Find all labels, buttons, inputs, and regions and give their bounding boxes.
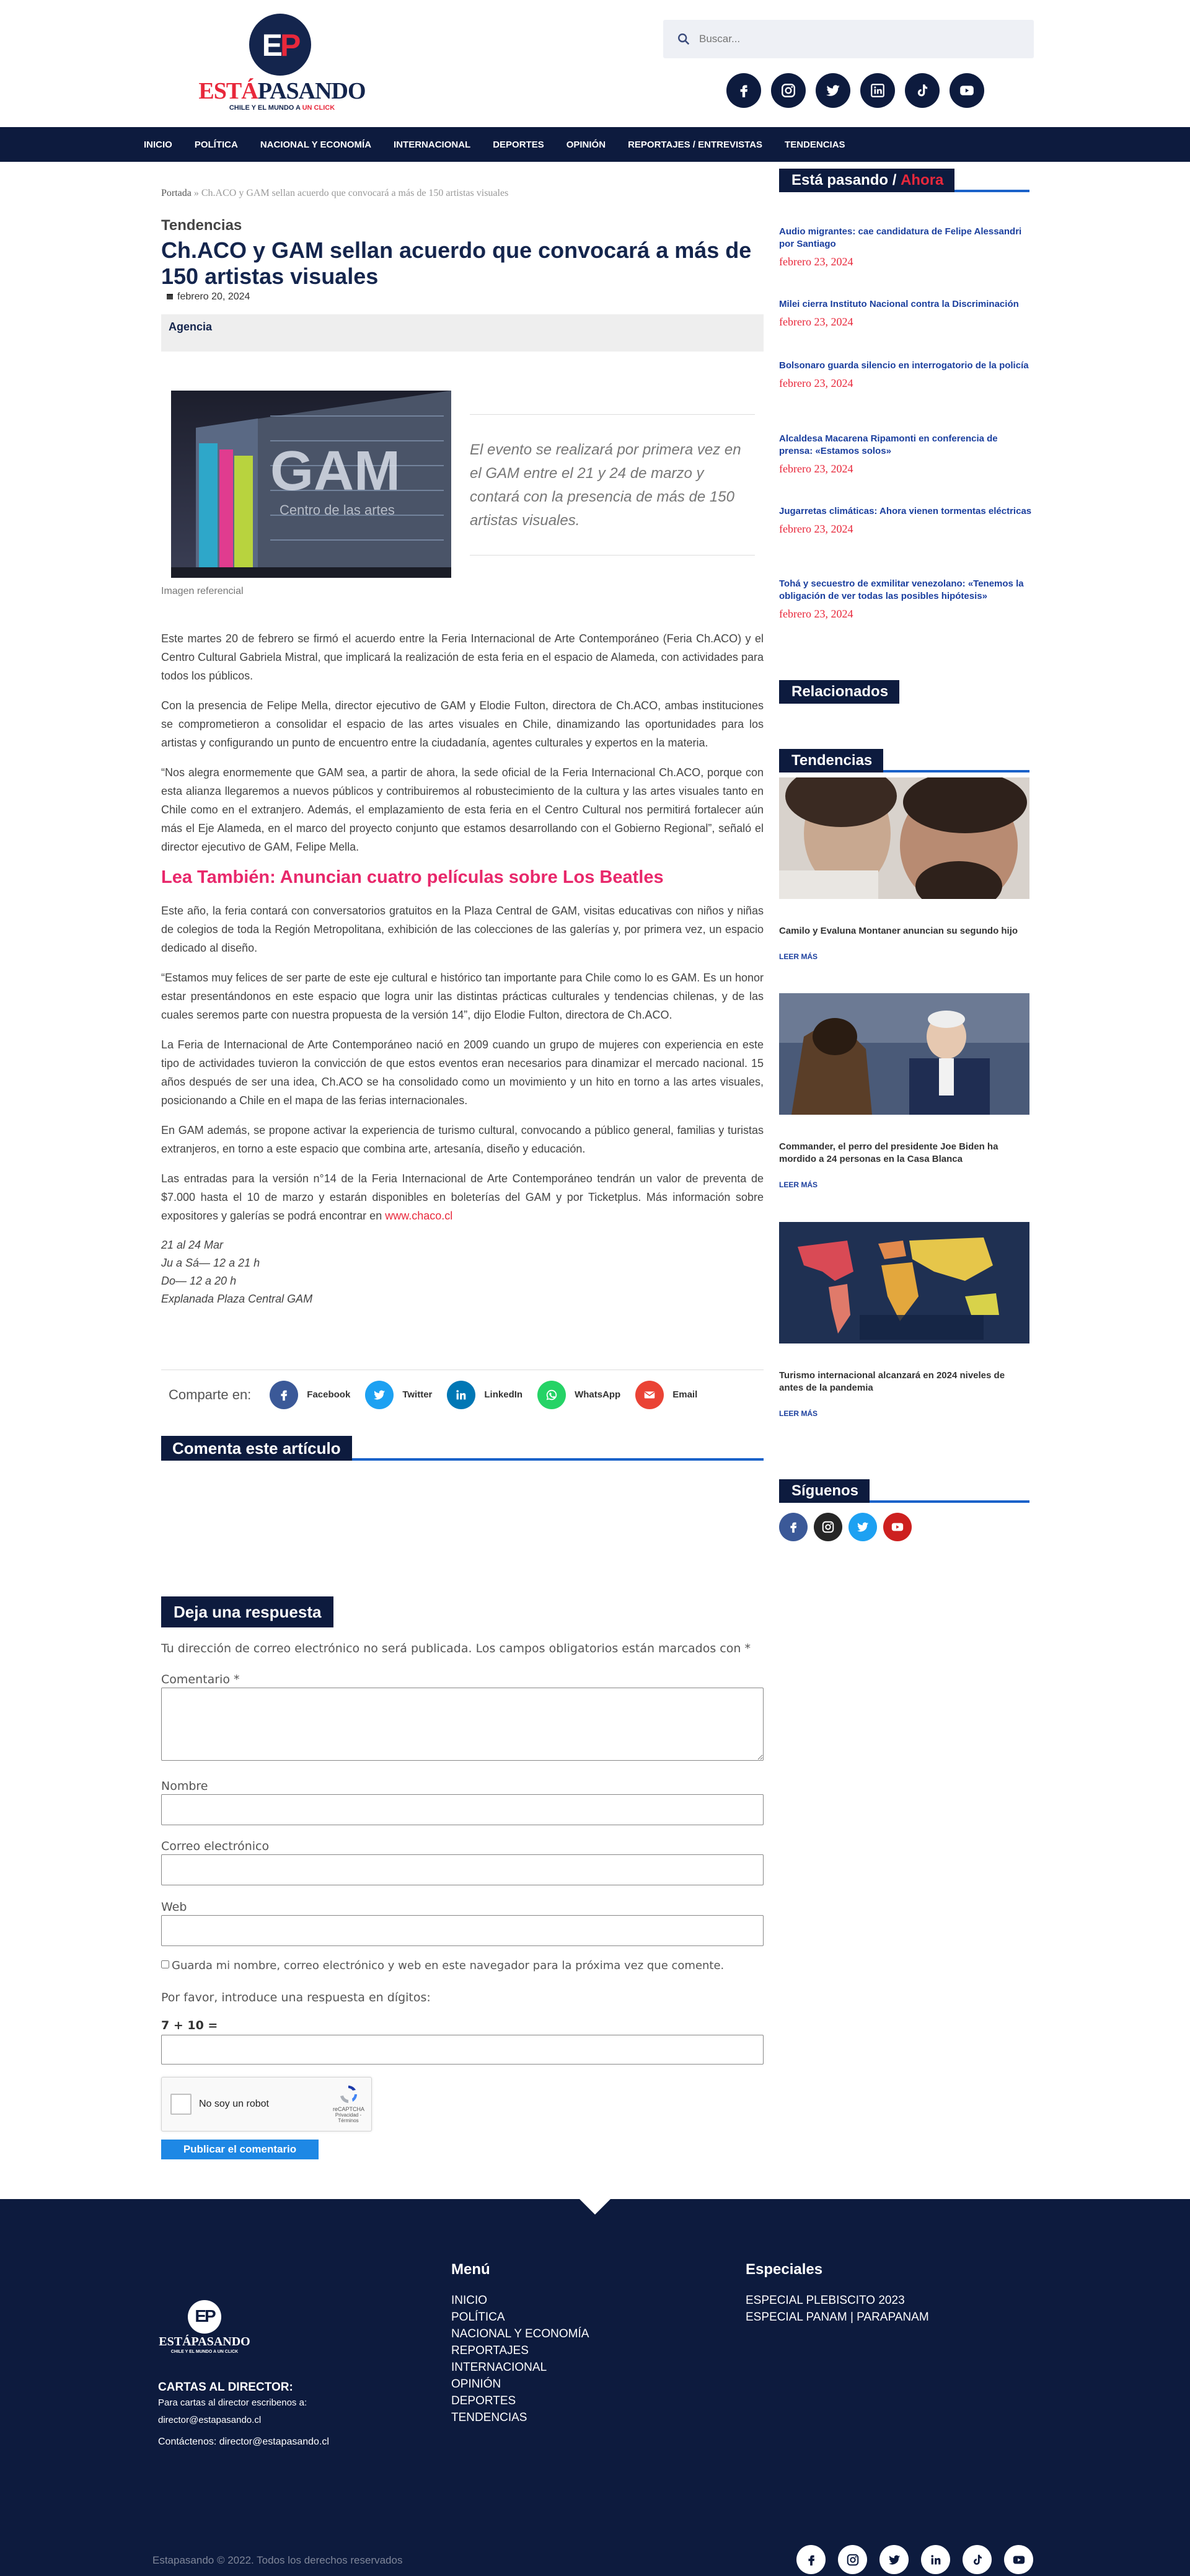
footer-menu-item[interactable]: POLÍTICA [451,2311,505,2324]
nav-item-inicio[interactable]: INICIO [144,139,172,150]
save-info-checkbox[interactable] [161,1960,169,1968]
share-label: Comparte en: [169,1386,252,1402]
submit-comment-button[interactable]: Publicar el comentario [161,2140,319,2159]
email-field[interactable] [161,1854,764,1885]
header-social-links [726,73,984,108]
image-caption: Imagen referencial [161,586,244,596]
footer-logo-word: ESTÁPASANDO [159,2335,250,2348]
calendar-icon [166,293,174,300]
trend-image[interactable] [779,993,1029,1115]
email-icon [635,1381,664,1409]
footer-menu-item[interactable]: INICIO [451,2294,488,2307]
follow-widget-header [779,1479,1029,1503]
logo-monogram: EP [262,28,299,63]
svg-text:GAM: GAM [270,440,400,502]
footer-menu-item[interactable]: OPINIÓN [451,2378,501,2391]
footer-specials [746,2292,929,2326]
trend-title[interactable]: Camilo y Evaluna Montaner anuncian su segundo hijo [779,926,1018,936]
footer-logo-tagline: CHILE Y EL MUNDO A UN CLICK [170,2350,239,2354]
article-title: Ch.ACO y GAM sellan acuerdo que convocará a más de 150 artistas visuales [161,237,752,289]
twitter-icon[interactable] [816,73,850,108]
now-widget-header [779,169,1029,192]
save-info-label: Guarda mi nombre, correo electrónico y web en este navegador para la próxima vez que comente. [172,1959,725,1972]
nav-item-deportes[interactable]: DEPORTES [493,139,544,150]
share-bar [161,1370,764,1419]
comments-section-header [161,1436,764,1461]
footer-menu-title: Menú [451,2261,490,2278]
footer-special-item[interactable]: ESPECIAL PLEBISCITO 2023 [746,2294,905,2307]
logo-tagline: CHILE Y EL MUNDO A UN CLICK [229,104,335,112]
search-bar[interactable] [663,20,1034,58]
trend-image[interactable] [779,1222,1029,1343]
footer-menu-item[interactable]: INTERNACIONAL [451,2361,547,2374]
trend-title[interactable]: Turismo internacional alcanzará en 2024 niveles de antes de la pandemia [779,1370,1005,1393]
footer-menu [451,2292,589,2426]
breadcrumb-current: Ch.ACO y GAM sellan acuerdo que convocará a más de 150 artistas visuales [201,188,509,198]
nav-item-nacional-economia[interactable]: NACIONAL Y ECONOMÍA [260,139,372,150]
article-paragraph: Las entradas para la versión n°14 de la Feria Internacional de Arte Contemporáneo tendrán un valor de preventa de $7.000 hasta el 10 de marzo y estarán disponibles en boleterías del GAM y por Ticketplus. Más información sobre expositores y galerías se podrá encontrar en www.chaco.cl [161,1172,764,1222]
comments-heading: Comenta este artículo [161,1436,352,1461]
footer-contact[interactable]: Contáctenos: director@estapasando.cl [158,2437,329,2447]
footer-menu-item[interactable]: TENDENCIAS [451,2411,527,2424]
read-more-link[interactable]: LEER MÁS [779,1180,818,1189]
letters-to-director: CARTAS AL DIRECTOR: Para cartas al director escribenos a: director@estapasando.cl [158,2381,307,2429]
author-box [161,314,764,352]
nav-item-internacional[interactable]: INTERNACIONAL [394,139,471,150]
math-prompt: Por favor, introduce una respuesta en dígitos: [161,1991,431,2004]
footer-menu-item[interactable]: DEPORTES [451,2394,516,2407]
twitter-icon [365,1381,394,1409]
footer-specials-title: Especiales [746,2261,823,2278]
linkedin-icon [447,1381,475,1409]
pull-quote: El evento se realizará por primera vez en el GAM entre el 21 y 24 de marzo y contará con la presencia de más de 150 artistas visuales. [470,414,755,555]
article-image [171,391,451,578]
site-header [0,0,1190,127]
article-date: febrero 20, 2024 [166,291,250,303]
news-item[interactable]: Milei cierra Instituto Nacional contra la Discriminación febrero 23, 2024 [779,299,1019,328]
twitter-icon[interactable] [879,2545,909,2574]
sidebar-social-links [779,1513,912,1541]
youtube-icon[interactable] [950,73,984,108]
breadcrumb [161,188,508,199]
instagram-icon[interactable] [838,2545,867,2574]
search-input[interactable] [699,29,1021,50]
logo-wordmark: ESTÁPASANDO [198,78,366,104]
article-category[interactable]: Tendencias [161,217,242,234]
footer-menu-item[interactable]: REPORTAJES [451,2344,529,2357]
related-widget-header [779,680,1029,704]
article-paragraph: La Feria de Internacional de Arte Contemporáneo nació en 2009 cuando un grupo de mujeres con experiencia en este tipo de actividades tuvieron la convicción de que estos eventos eran necesarios para dinamizar el mercado nacional. 15 años después de ser una idea, Ch.ACO se ha consolidado como un movimiento y un hito en torno a las artes visuales, posicionando a Chile en el mapa de las ferias internacionales. [161,1038,764,1107]
svg-text:Centro de las artes: Centro de las artes [280,502,395,518]
related-article-link[interactable]: Lea También: Anuncian cuatro películas sobre Los Beatles [161,867,664,887]
facebook-icon [270,1381,298,1409]
share-facebook-button[interactable]: Facebook [270,1381,350,1409]
nav-item-opinion[interactable]: OPINIÓN [566,139,606,150]
instagram-icon[interactable] [771,73,806,108]
follow-widget-title: Síguenos [779,1479,870,1503]
nav-item-politica[interactable]: POLÍTICA [194,139,238,150]
web-label: Web [161,1900,187,1914]
article-paragraph: Este martes 20 de febrero se firmó el acuerdo entre la Feria Internacional de Arte Contemporáneo (Feria Ch.ACO) y el Centro Cultural Gabriela Mistral, que implicará la realización de esta feria en el espacio de Alameda, con actividades para todos los públicos. [161,632,764,682]
instagram-icon[interactable] [814,1513,842,1541]
trend-card [779,777,1029,961]
recaptcha-widget [161,2077,372,2131]
breadcrumb-home[interactable]: Portada [161,188,192,198]
linkedin-icon[interactable] [860,73,895,108]
search-icon[interactable] [677,32,690,46]
recaptcha-logo: reCAPTCHA Privacidad - Términos [333,2084,364,2123]
news-item[interactable]: Bolsonaro guarda silencio en interrogatorio de la policía febrero 23, 2024 [779,360,1029,389]
chaco-link[interactable]: www.chaco.cl [385,1210,453,1222]
website-field[interactable] [161,1915,764,1946]
main-nav [0,127,1190,162]
footer-special-item[interactable]: ESPECIAL PANAM | PARAPANAM [746,2311,929,2324]
comment-textarea[interactable] [161,1688,764,1761]
site-logo[interactable] [198,14,366,116]
trends-widget-header [779,749,1029,772]
comment-label: Comentario * [161,1673,240,1686]
nav-item-tendencias[interactable]: TENDENCIAS [785,139,845,150]
facebook-icon[interactable] [796,2545,826,2574]
director-email-link[interactable]: director@estapasando.cl [158,2415,262,2425]
article-paragraph: “Nos alegra enormemente que GAM sea, a partir de ahora, la sede oficial de la Feria Internacional Ch.ACO, porque con esta alianza llegaremos a nuevos públicos y contribuiremos al robustecimiento de la cultura y las artes visuales tanto en Chile como en el extranjero. Además, el emplazamiento de esta feria en el Centro Cultural nos permitirá fortalecer aún más el Eje Alameda, en el marco del proyecto conjunto que estamos desarrollando con el Gobierno Regional”, señaló el director ejecutivo de GAM, Felipe Mella. [161,766,764,853]
facebook-icon[interactable] [726,73,761,108]
recaptcha-icon [338,2084,359,2105]
footer-menu-item[interactable]: NACIONAL Y ECONOMÍA [451,2327,589,2340]
name-label: Nombre [161,1779,208,1793]
name-field[interactable] [161,1794,764,1825]
trend-title[interactable]: Commander, el perro del presidente Joe Biden ha mordido a 24 personas en la Casa Blanca [779,1141,998,1164]
trend-image[interactable] [779,777,1029,899]
news-item[interactable]: Audio migrantes: cae candidatura de Felipe Alessandri por Santiago febrero 23, 2024 [779,226,1022,268]
share-twitter-button[interactable]: Twitter [365,1381,432,1409]
footer-logo-monogram: EP [195,2306,214,2326]
news-item[interactable]: Tohá y secuestro de exmilitar venezolano: «Tenemos la obligación de ver todas las posibles hipótesis» febrero 23, 2024 [779,578,1024,620]
copyright: Estapasando © 2022. Todos los derechos reservados [152,2554,403,2566]
footer-logo[interactable] [158,2300,251,2354]
read-more-link[interactable]: LEER MÁS [779,952,818,961]
recaptcha-checkbox[interactable] [170,2094,192,2115]
math-answer-field[interactable] [161,2035,764,2065]
youtube-icon[interactable] [1004,2545,1033,2574]
news-item[interactable]: Jugarretas climáticas: Ahora vienen tormentas eléctricas febrero 23, 2024 [779,506,1032,535]
math-question: 7 + 10 = [161,2019,218,2032]
email-label: Correo electrónico [161,1839,270,1853]
article-paragraph: Este año, la feria contará con conversatorios gratuitos en la Plaza Central de GAM, visitas educativas con niños y niñas de colegios de toda la Región Metropolitana, exhibición de las colecciones de las galerías y, por primera vez, un espacio dedicado al diseño. [161,905,764,954]
facebook-icon[interactable] [779,1513,808,1541]
footer-notch [580,2199,610,2215]
share-linkedin-button[interactable]: LinkedIn [447,1381,522,1409]
share-email-button[interactable]: Email [635,1381,697,1409]
now-widget-title: Está pasando / Ahora [779,169,954,192]
read-more-link[interactable]: LEER MÁS [779,1409,818,1418]
trend-card [779,1222,1029,1418]
recaptcha-label: No soy un robot [199,2099,269,2109]
tiktok-icon[interactable] [905,73,940,108]
save-info-row [161,1959,724,1972]
trend-card [779,993,1029,1189]
whatsapp-icon [537,1381,566,1409]
news-item[interactable]: Alcaldesa Macarena Ripamonti en conferencia de prensa: «Estamos solos» febrero 23, 2024 [779,433,998,475]
event-schedule: 21 al 24 Mar Ju a Sá— 12 a 21 h Do— 12 a 20 h Explanada Plaza Central GAM [161,1239,313,1305]
trends-widget-title: Tendencias [779,749,883,772]
author-name[interactable]: Agencia [169,321,213,333]
footer-social-links [796,2545,1033,2574]
article-body [161,629,764,1308]
youtube-icon[interactable] [883,1513,912,1541]
article-paragraph: En GAM además, se propone activar la experiencia de turismo cultural, convocando a público general, familias y turistas extranjeros, en torno a este espacio que combina arte, artesanía, diseño y educación. [161,1124,764,1155]
twitter-icon[interactable] [848,1513,877,1541]
nav-item-reportajes[interactable]: REPORTAJES / ENTREVISTAS [628,139,763,150]
share-whatsapp-button[interactable]: WhatsApp [537,1381,620,1409]
form-notice: Tu dirección de correo electrónico no será publicada. Los campos obligatorios están marcados con * [161,1642,751,1655]
related-widget-title: Relacionados [779,680,899,704]
tiktok-icon[interactable] [963,2545,992,2574]
breadcrumb-separator: » [191,188,201,198]
linkedin-icon[interactable] [921,2545,950,2574]
article-paragraph: “Estamos muy felices de ser parte de este eje cultural e histórico tan importante para Chile como lo es GAM. Es un honor estar presentándonos en este espacio que logra unir las distintas prácticas culturales y tendencias chilenas, y de las cuales seremos parte con nuestra propuesta de la versión 14”, dijo Elodie Fulton, directora de Ch.ACO. [161,972,764,1021]
reply-title: Deja una respuesta [161,1596,333,1627]
article-paragraph: Con la presencia de Felipe Mella, director ejecutivo de GAM y Elodie Fulton, directora de Ch.ACO, ambas instituciones se comprometieron a consolidar el espacio de las artes visuales en Chile, dinamizando las oportunidades para los artistas y configurando un punto de encuentro entre la ciudadanía, agentes culturales y expertos en la materia. [161,699,764,749]
